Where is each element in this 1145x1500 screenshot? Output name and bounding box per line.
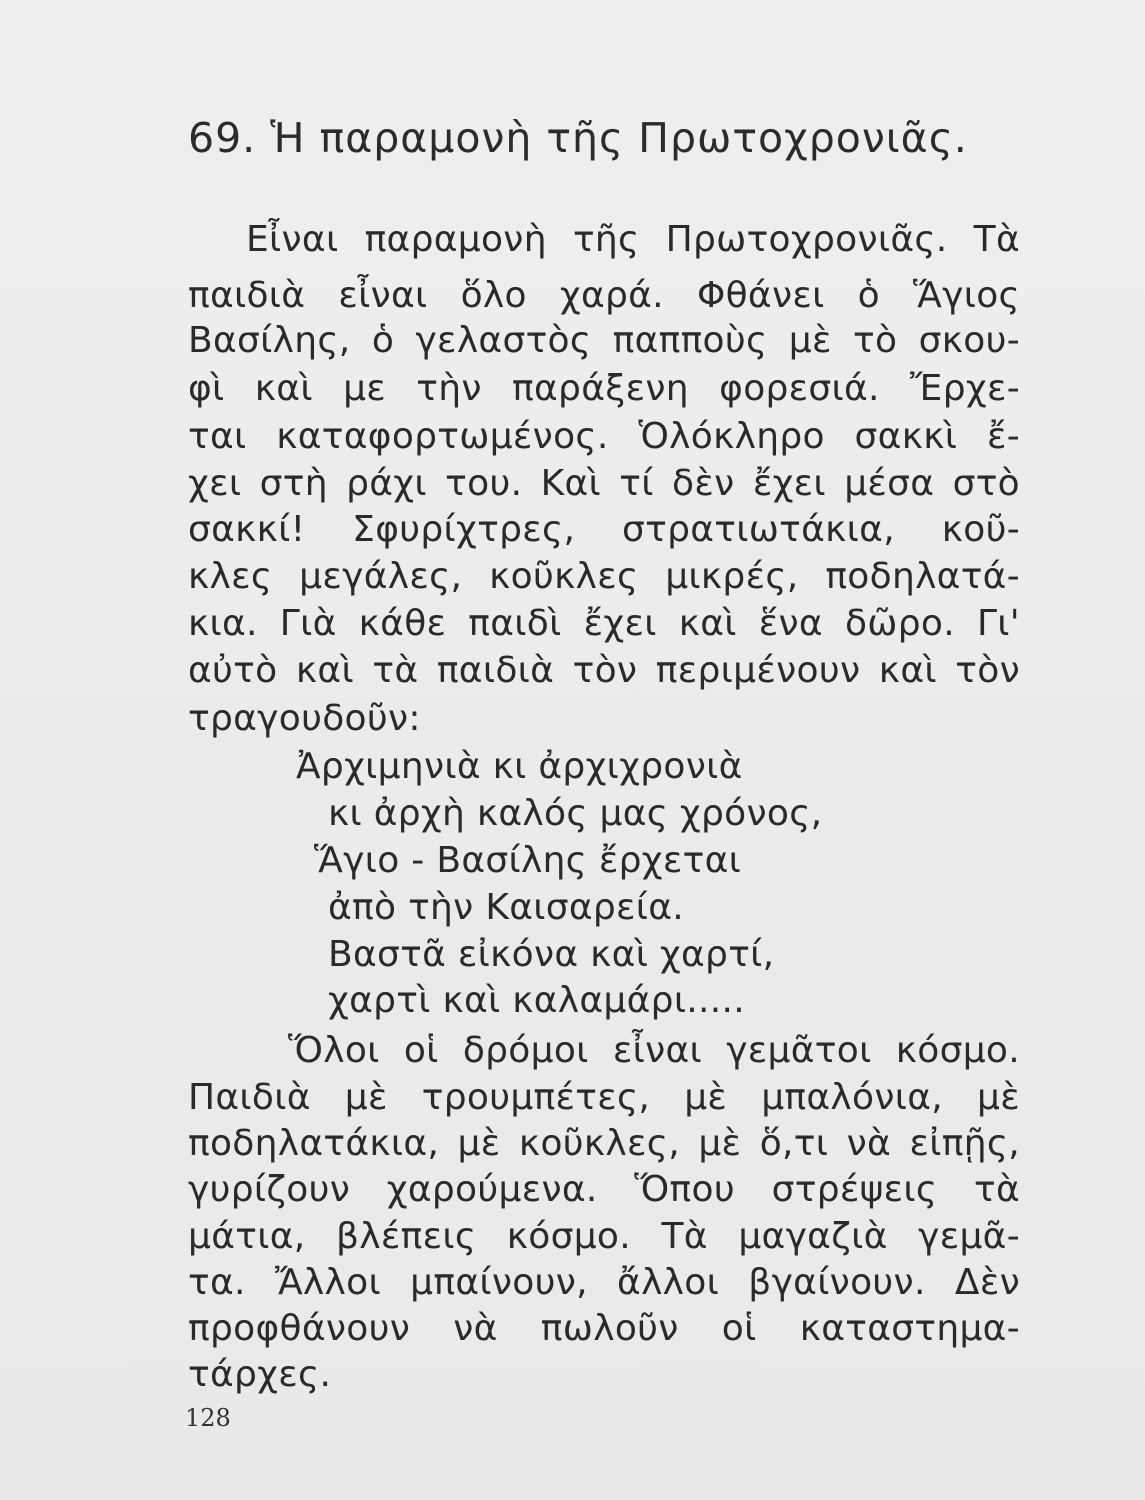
paragraph-line: κια. Γιὰ κάθε παιδὶ ἔχει καὶ ἕνα δῶρο. Γι' bbox=[188, 603, 1020, 644]
paragraph-line: Ὅλοι οἱ δρόμοι εἶναι γεμᾶτοι κόσμο. bbox=[288, 1030, 1020, 1071]
paragraph-line: Παιδιὰ μὲ τρουμπέτες, μὲ μπαλόνια, μὲ bbox=[188, 1077, 1020, 1118]
verse-line: Ἅγιο - Βασίλης ἔρχεται bbox=[314, 840, 742, 881]
paragraph-line: σακκί! Σφυρίχτρες, στρατιωτάκια, κοῦ- bbox=[188, 509, 1020, 550]
paragraph-line: ται καταφορτωμένος. Ὁλόκληρο σακκὶ ἔ- bbox=[188, 416, 1020, 457]
paragraph-line: χει στὴ ράχι του. Καὶ τί δὲν ἔχει μέσα στὸ bbox=[188, 463, 1020, 504]
verse-line: κι ἀρχὴ καλός μας χρόνος, bbox=[328, 793, 823, 834]
paragraph-line: τραγουδοῦν: bbox=[188, 698, 421, 739]
paragraph-line: Βασίλης, ὁ γελαστὸς παπποὺς μὲ τὸ σκου- bbox=[188, 320, 1020, 361]
page-number: 128 bbox=[185, 1404, 231, 1432]
paragraph-line: ποδηλατάκια, μὲ κοῦκλες, μὲ ὅ,τι νὰ εἰπῇς, bbox=[188, 1123, 1020, 1164]
verse-line: χαρτὶ καὶ καλαμάρι..... bbox=[328, 980, 746, 1021]
chapter-title: 69. Ἡ παραμονὴ τῆς Πρωτοχρονιᾶς. bbox=[188, 114, 968, 162]
paragraph-line: Εἶναι παραμονὴ τῆς Πρωτοχρονιᾶς. Τὰ bbox=[246, 219, 1020, 260]
verse-line: ἀπὸ τὴν Καισαρεία. bbox=[328, 887, 685, 928]
paragraph-line: μάτια, βλέπεις κόσμο. Τὰ μαγαζιὰ γεμᾶ- bbox=[188, 1216, 1020, 1257]
paragraph-line: κλες μεγάλες, κοῦκλες μικρές, ποδηλατά- bbox=[188, 556, 1020, 597]
verse-line: Ἀρχιμηνιὰ κι ἀρχιχρονιὰ bbox=[296, 746, 743, 787]
paragraph-line: τα. Ἄλλοι μπαίνουν, ἄλλοι βγαίνουν. Δὲν bbox=[188, 1262, 1020, 1303]
paragraph-line: φὶ καὶ με τὴν παράξενη φορεσιά. Ἔρχε- bbox=[188, 368, 1020, 409]
paragraph-line: γυρίζουν χαρούμενα. Ὅπου στρέψεις τὰ bbox=[188, 1169, 1020, 1210]
paragraph-line: τάρχες. bbox=[188, 1354, 332, 1395]
paragraph-line: παιδιὰ εἶναι ὅλο χαρά. Φθάνει ὁ Ἅγιος bbox=[188, 275, 1020, 316]
paragraph-line: αὐτὸ καὶ τὰ παιδιὰ τὸν περιμένουν καὶ τὸν bbox=[188, 650, 1020, 691]
verse-line: Βαστᾶ εἰκόνα καὶ χαρτί, bbox=[328, 934, 775, 975]
paragraph-line: προφθάνουν νὰ πωλοῦν οἱ καταστημα- bbox=[188, 1308, 1020, 1349]
